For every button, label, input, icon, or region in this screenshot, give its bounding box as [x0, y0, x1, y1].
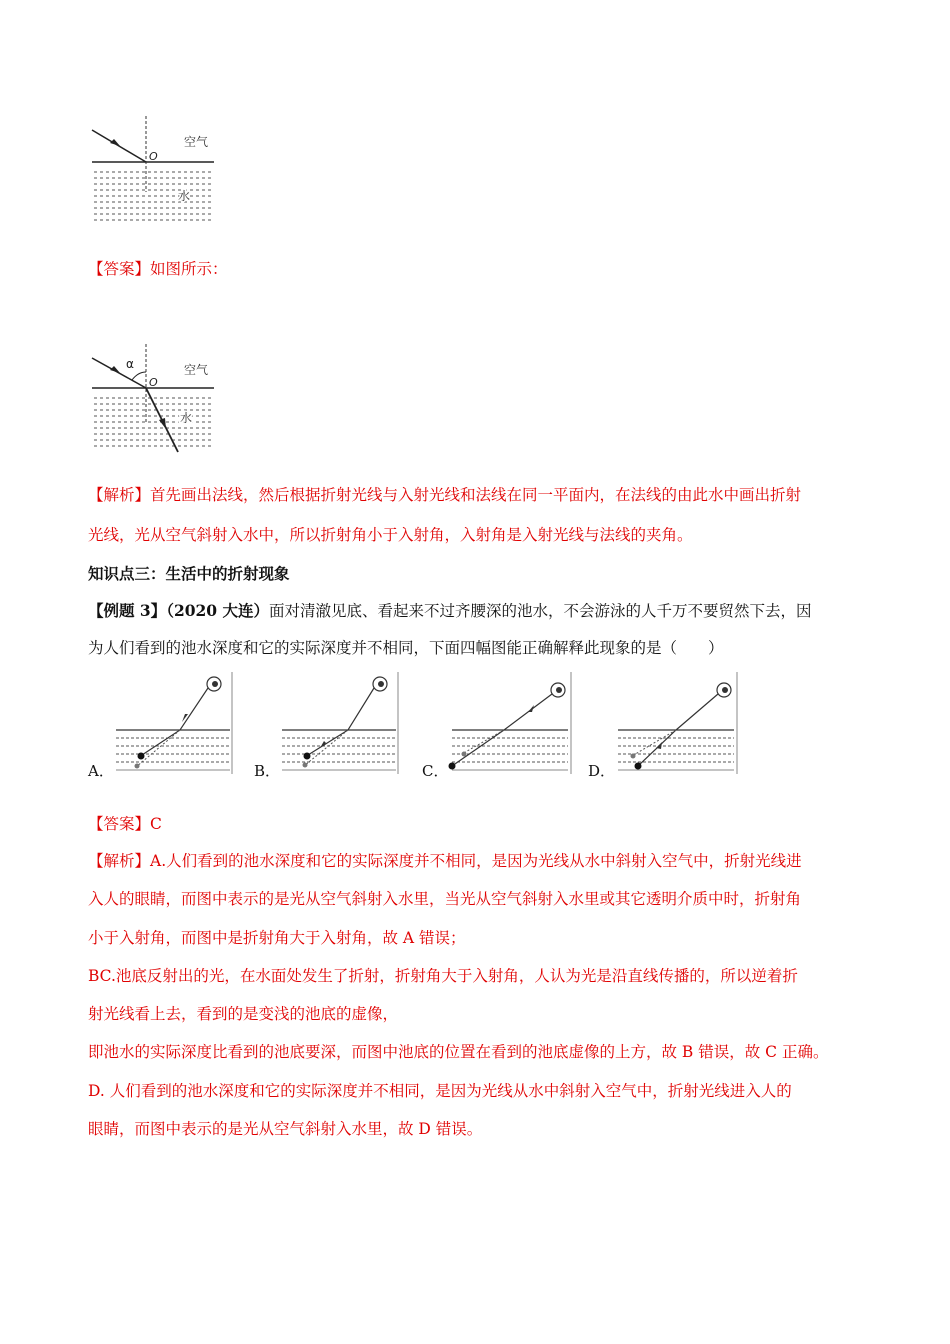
label-o: O: [149, 376, 158, 389]
refraction-figure-question: [88, 112, 218, 227]
answer-text: C: [150, 815, 162, 833]
example-tag: 【例题 3】: [88, 601, 167, 620]
option-b-label: B．: [254, 762, 281, 780]
eye-icon: [717, 683, 731, 697]
arrow-icon: [110, 366, 120, 373]
analysis-3-line4: BC.池底反射出的光，在水面处发生了折射，折射角大于入射角，人认为光是沿直线传播的，所以逆着折: [88, 967, 798, 985]
option-a-figure: [112, 670, 234, 776]
option-d-label: D．: [588, 762, 616, 780]
water-dashes: [94, 172, 214, 220]
analysis-3-line3: 小于入射角，而图中是折射角大于入射角，故 A 错误；: [88, 929, 466, 947]
answer-text: 如图所示：: [150, 260, 228, 278]
analysis-tag: 【解析】: [88, 852, 151, 870]
analysis-3-line8: 眼睛，而图中表示的是光从空气斜射入水里，故 D 错误。: [88, 1120, 483, 1138]
arrow-icon: [110, 139, 120, 146]
incident-ray: [92, 358, 146, 388]
answer-tag: 【答案】: [88, 815, 151, 833]
arrow-icon: [159, 418, 166, 429]
analysis-tag: 【解析】: [88, 486, 151, 504]
analysis-3-line7: D. 人们看到的池水深度和它的实际深度并不相同，是因为光线从水中斜射入空气中，折射光线进入人的: [88, 1082, 792, 1100]
answer-tag: 【答案】: [88, 260, 151, 278]
example-3-line2: 为人们看到的池水深度和它的实际深度并不相同，下面四幅图能正确解释此现象的是（ ）: [88, 639, 724, 657]
analysis-3-line5: 射光线看上去，看到的是变浅的池底的虚像，: [88, 1005, 399, 1023]
incident-ray: [92, 130, 146, 162]
option-c-label: C．: [422, 762, 449, 780]
label-air: 空气: [184, 363, 209, 377]
analysis-1-line2: 光线，光从空气斜射入水中，所以折射角小于入射角，入射角是入射光线与法线的夹角。: [88, 526, 693, 544]
example-source: （2020 大连）: [166, 601, 269, 620]
eye-icon: [373, 677, 387, 691]
label-alpha: α: [126, 357, 134, 371]
eye-icon: [551, 683, 565, 697]
answer-3: [88, 813, 162, 835]
analysis-1-line1: 【解析】首先画出法线，然后根据折射光线与入射光线和法线在同一平面内，在法线的由此水中画出折射: [88, 486, 802, 504]
label-air: 空气: [184, 135, 209, 149]
label-water: 水: [178, 189, 191, 203]
example-3-line1: 【例题 3】（2020 大连）面对清澈见底、看起来不过齐腰深的池水，不会游泳的人千万不要贸然下去，因: [88, 601, 812, 620]
section-title: 知识点三：生活中的折射现象: [88, 564, 290, 583]
option-c-figure: [448, 670, 573, 776]
analysis-3-line2: 入人的眼睛，而图中表示的是光从空气斜射入水里，当光从空气斜射入水里或其它透明介质中时，折射角: [88, 890, 802, 908]
refraction-figure-answer: [88, 342, 218, 457]
angle-arc: [132, 372, 146, 380]
option-a-label: A．: [88, 762, 114, 780]
option-d-figure: [614, 670, 739, 776]
analysis-3-line6: 即池水的实际深度比看到的池底要深，而图中池底的位置在看到的池底虚像的上方，故 B 错误，故 C 正确。: [88, 1043, 829, 1061]
analysis-3-line1: 【解析】A.人们看到的池水深度和它的实际深度并不相同，是因为光线从水中斜射入空气中，折射光线进: [88, 852, 802, 870]
label-water: 水: [180, 411, 193, 425]
label-o: O: [149, 150, 158, 163]
option-b-figure: [278, 670, 400, 776]
answer-1: [88, 258, 228, 280]
eye-icon: [207, 677, 221, 691]
